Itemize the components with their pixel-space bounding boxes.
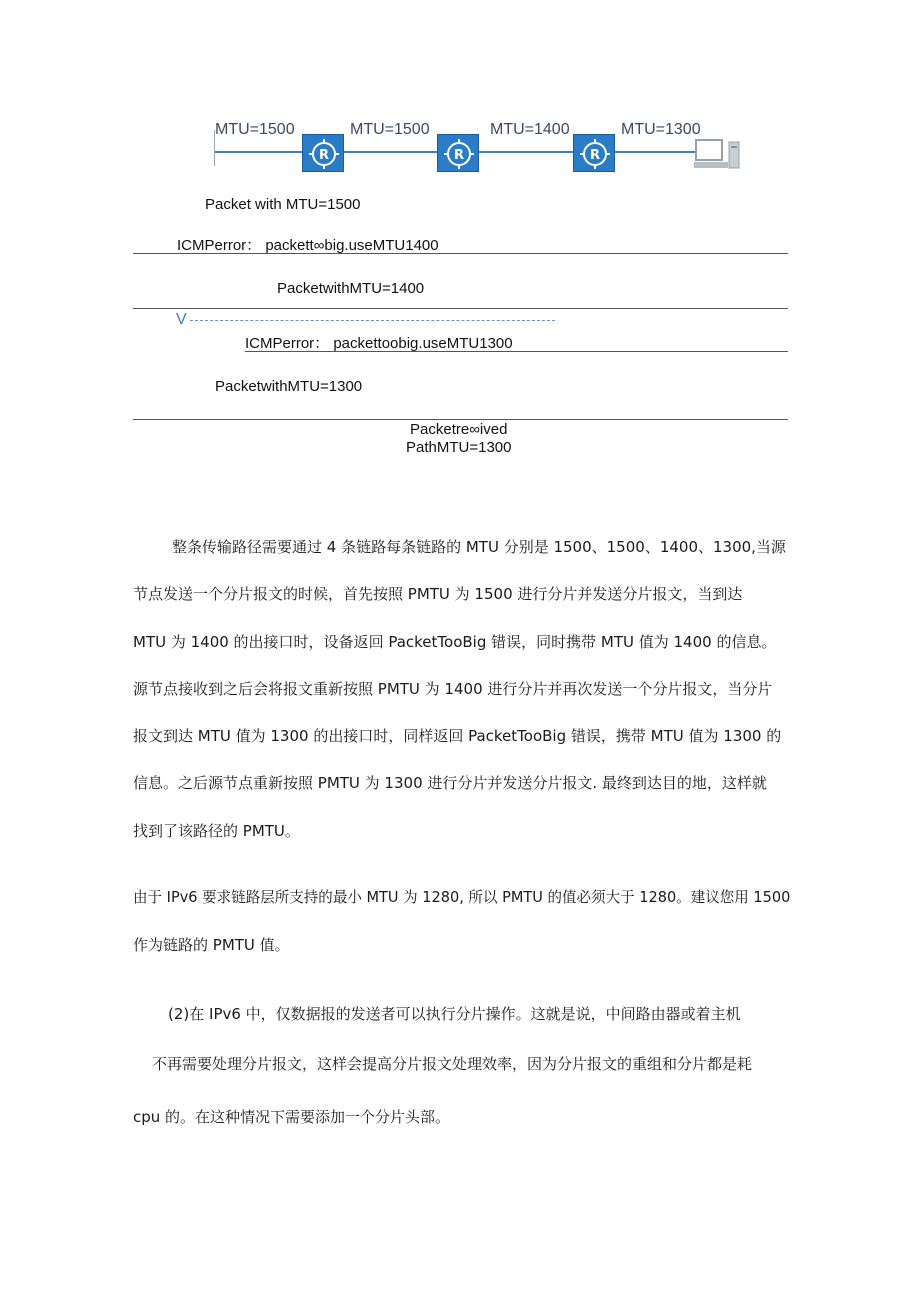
packet-1400-label: PacketwithMTU=1400 — [277, 280, 425, 297]
svg-text:R: R — [453, 148, 465, 163]
dashed-arrow-line — [190, 320, 555, 321]
mtu-label-3: MTU=1400 — [490, 121, 570, 138]
svg-text:R: R — [318, 148, 330, 163]
packet-1500-label: Packet with MTU=1500 — [205, 196, 361, 213]
router-icon — [573, 134, 615, 172]
divider-line — [133, 419, 788, 420]
paragraph-line: 不再需要处理分片报文，这样会提高分片报文处理效率，因为分片报文的重组和分片都是耗 — [152, 1055, 753, 1073]
icmp-error-1300: ICMPerror： packettoobig.useMTU1300 — [245, 335, 513, 352]
router-icon — [437, 134, 479, 172]
divider-line — [133, 253, 788, 254]
router-icon — [302, 134, 344, 172]
paragraph-line: 源节点接收到之后会将报文重新按照 PMTU 为 1400 进行分片并再次发送一个分片报文，当分片 — [133, 680, 773, 698]
paragraph-line: 由于 IPv6 要求链路层所支持的最小 MTU 为 1280, 所以 PMTU 的值必须大于 1280。建议您用 1500 — [133, 888, 791, 906]
svg-text:R: R — [589, 148, 601, 163]
computer-icon — [694, 138, 742, 170]
packet-1300-label: PacketwithMTU=1300 — [215, 378, 363, 395]
arrow-v-marker: V — [176, 311, 187, 328]
paragraph-line: 报文到达 MTU 值为 1300 的出接口时，同样返回 PacketTooBig 错误，携带 MTU 值为 1300 的 — [133, 727, 782, 745]
paragraph-line: 信息。之后源节点重新按照 PMTU 为 1300 进行分片并发送分片报文. 最终到达目的地，这样就 — [133, 774, 767, 792]
path-mtu-label: PathMTU=1300 — [406, 439, 512, 456]
mtu-label-1: MTU=1500 — [215, 121, 295, 138]
paragraph-line: MTU 为 1400 的出接口时，设备返回 PacketTooBig 错误，同时携带 MTU 值为 1400 的信息。 — [133, 633, 777, 651]
paragraph-line: 节点发送一个分片报文的时候，首先按照 PMTU 为 1500 进行分片并发送分片报文，当到达 — [133, 585, 743, 603]
paragraph-line: 找到了该路径的 PMTU。 — [133, 822, 300, 840]
packet-received-label: Packetre∞ived — [410, 421, 508, 438]
paragraph-line: 作为链路的 PMTU 值。 — [133, 936, 290, 954]
mtu-label-2: MTU=1500 — [350, 121, 430, 138]
icmp-error-1400: ICMPerror： packett∞big.useMTU1400 — [177, 237, 439, 254]
paragraph-line: 整条传输路径需要通过 4 条链路每条链路的 MTU 分别是 1500、1500、1400、1300,当源 — [172, 538, 786, 556]
divider-line — [245, 351, 788, 352]
mtu-label-4: MTU=1300 — [621, 121, 701, 138]
paragraph-line: cpu 的。在这种情况下需要添加一个分片头部。 — [133, 1108, 451, 1126]
paragraph-line: (2)在 IPv6 中，仅数据报的发送者可以执行分片操作。这就是说，中间路由器或着主机 — [168, 1005, 741, 1023]
divider-line — [133, 308, 788, 309]
